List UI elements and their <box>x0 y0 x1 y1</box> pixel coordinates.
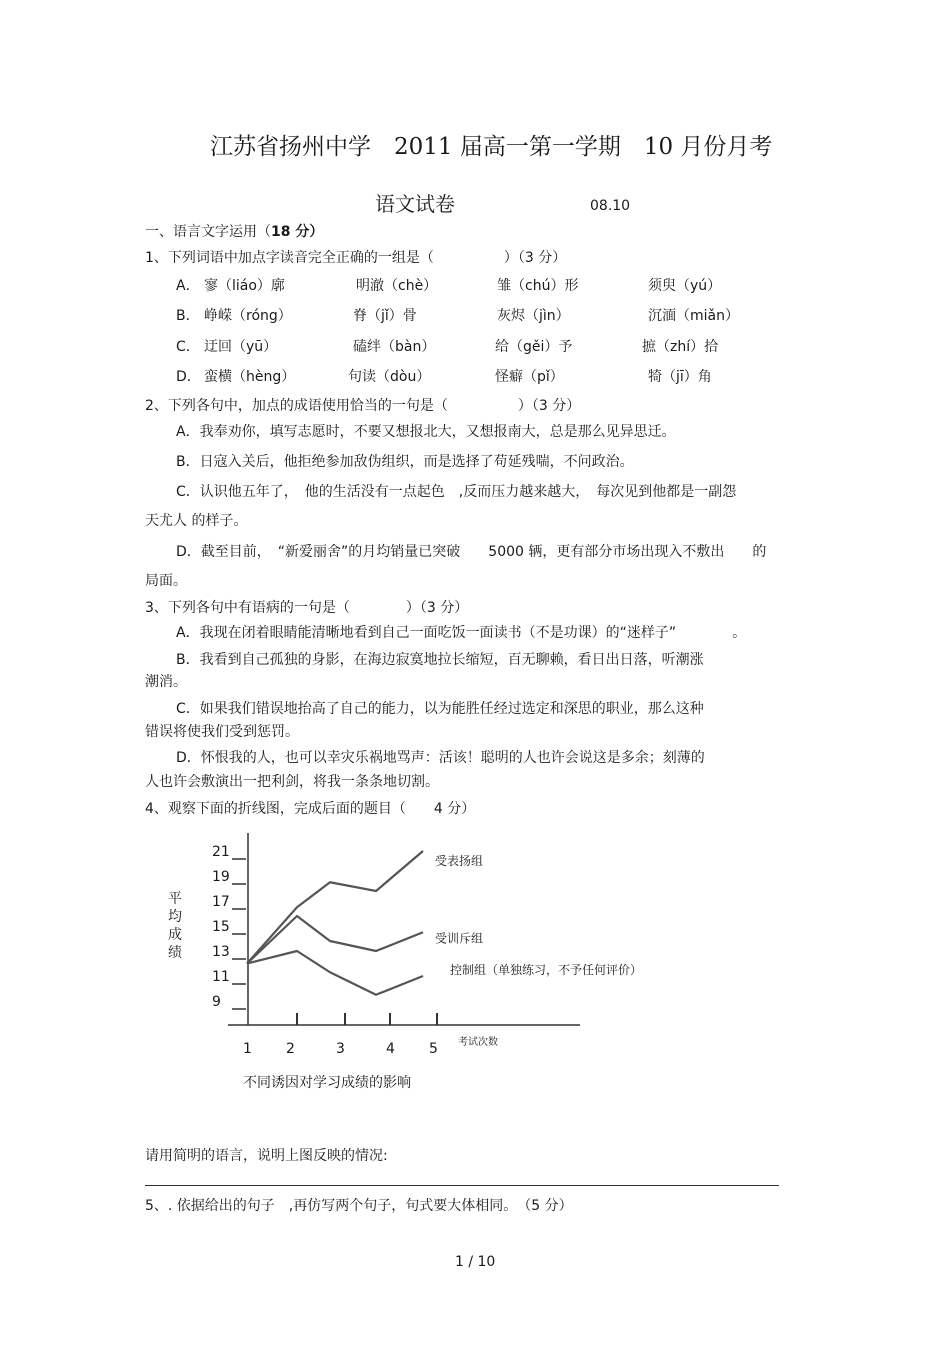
option-word: 迂回（yū） <box>204 339 278 355</box>
page-title: 江苏省扬州中学 2011 届高一第一学期 10 月份月考 <box>210 134 773 160</box>
q3-stem: 3、下列各句中有语病的一句是（ ）（3 分） <box>145 600 469 616</box>
x-tick-label: 1 <box>243 1041 252 1057</box>
series-labels <box>435 853 642 977</box>
series-line-3 <box>247 951 423 995</box>
option-word: 怪癖（pǐ） <box>495 369 564 385</box>
option-word: 摭（zhí）拾 <box>642 339 719 355</box>
section-heading <box>145 223 323 241</box>
y-tick-label: 17 <box>212 894 230 910</box>
y-tick-label: 19 <box>212 869 230 885</box>
y-tick-label: 11 <box>212 969 230 985</box>
q2-option-c-line2: 天尤人 的样子。 <box>145 513 248 529</box>
series-label-1: 受表扬组 <box>435 854 484 868</box>
series-line-1 <box>247 851 423 964</box>
q2-option-c-line1: C．认识他五年了， 他的生活没有一点起色 ,反而压力越来越大， 每次见到他都是一副怨 <box>176 484 737 500</box>
option-word: 句读（dòu） <box>348 369 431 385</box>
option-word: 沉湎（miǎn） <box>648 308 739 324</box>
q3-option-a: A．我现在闭着眼睛能清晰地看到自己一面吃饭一面读书（不是功课）的“迷样子” 。 <box>176 625 747 641</box>
x-tick-label: 2 <box>286 1041 295 1057</box>
option-word: 峥嵘（róng） <box>204 308 292 324</box>
q2-option-d-line1: D．截至目前， “新爱丽舍”的月均销量已突破 5000 辆，更有部分市场出现入不敷出 的 <box>176 544 767 560</box>
option-word: 脊（jǐ）骨 <box>353 308 417 324</box>
section-heading-score: 18 分） <box>271 224 324 240</box>
y-tick-label: 21 <box>212 844 230 860</box>
x-tick-label: 5 <box>429 1041 438 1057</box>
q1-stem: 1、下列词语中加点字读音完全正确的一组是（ ）（3 分） <box>145 250 567 266</box>
option-word: 寥（liáo）廓 <box>204 278 285 294</box>
q4-stem: 4、观察下面的折线图，完成后面的题目（ 4 分） <box>145 801 476 817</box>
series-lines <box>247 851 423 995</box>
q3-option-d-line2: 人也许会敷演出一把利剑，将我一条条地切割。 <box>145 774 439 790</box>
option-label: A． <box>176 278 200 294</box>
series-label-2: 受训斥组 <box>435 931 484 946</box>
q3-option-c-line2: 错误将使我们受到惩罚。 <box>145 724 299 740</box>
option-label: B． <box>176 308 200 324</box>
series-label-3: 控制组（单独练习，不予任何评价） <box>450 963 643 977</box>
option-word: 明澈（chè） <box>356 278 438 294</box>
paper-date: 08.10 <box>590 198 631 214</box>
option-word: 雏（chú）形 <box>497 278 579 294</box>
x-tick-label: 4 <box>386 1041 395 1057</box>
page-number: 1 / 10 <box>455 1254 496 1270</box>
option-word: 磕绊（bàn） <box>353 339 436 355</box>
q2-option-d-line2: 局面。 <box>145 573 187 589</box>
axes <box>228 833 580 1025</box>
option-word: 蛮横（hèng） <box>204 369 296 385</box>
q3-option-b-line2: 潮消。 <box>145 674 187 690</box>
q4-prompt: 请用简明的语言，说明上图反映的情况: <box>145 1148 388 1164</box>
y-tick-label: 13 <box>212 944 230 960</box>
y-tick-label: 9 <box>212 994 221 1010</box>
q2-option-b: B．日寇入关后，他拒绝参加敌伪组织，而是选择了苟延残喘，不问政治。 <box>176 454 634 470</box>
y-axis-label: 平均成绩 <box>168 891 182 961</box>
y-tick-label: 15 <box>212 919 230 935</box>
q3-option-d-line1: D．怀恨我的人，也可以幸灾乐祸地骂声：活该！聪明的人也许会说这是多余；刻薄的 <box>176 750 705 766</box>
option-word: 灰烬（jìn） <box>497 308 570 324</box>
option-word: 给（gěi）予 <box>495 339 573 355</box>
section-heading-text: 一、语言文字运用（ <box>145 224 271 240</box>
line-chart <box>140 825 700 1105</box>
option-word: 犄（jī）角 <box>648 369 712 385</box>
paper-subtitle: 语文试卷 <box>375 192 455 216</box>
option-label: D． <box>176 369 201 385</box>
answer-line <box>145 1185 779 1186</box>
q2-option-a: A．我奉劝你，填写志愿时，不要又想报北大，又想报南大，总是那么见异思迁。 <box>176 424 676 440</box>
option-word: 须臾（yú） <box>648 278 722 294</box>
q2-stem: 2、下列各句中，加点的成语使用恰当的一句是（ ）（3 分） <box>145 398 581 414</box>
x-axis-label: 考试次数 <box>458 1037 498 1048</box>
q3-option-b-line1: B．我看到自己孤独的身影，在海边寂寞地拉长缩短，百无聊赖，看日出日落，听潮涨 <box>176 652 704 668</box>
x-ticks <box>243 1013 438 1057</box>
option-label: C． <box>176 339 200 355</box>
x-tick-label: 3 <box>336 1041 345 1057</box>
chart-title: 不同诱因对学习成绩的影响 <box>243 1075 411 1091</box>
q3-option-c-line1: C．如果我们错误地抬高了自己的能力，以为能胜任经过选定和深思的职业，那么这种 <box>176 701 704 717</box>
q5-stem: 5、. 依据给出的句子 ,再仿写两个句子，句式要大体相同。 （5 分） <box>145 1198 573 1214</box>
y-ticks <box>212 844 246 1010</box>
